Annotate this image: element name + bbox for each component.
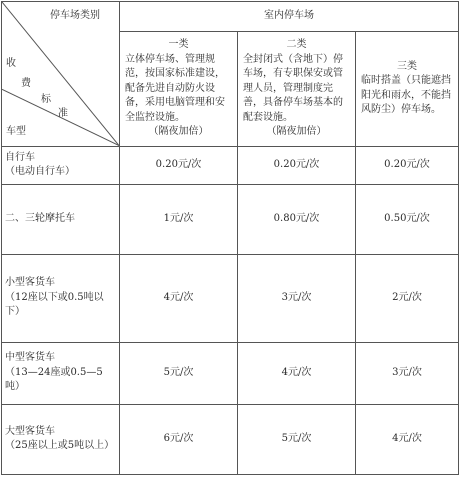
table-row xyxy=(2,146,459,184)
parking-fee-table xyxy=(1,1,459,475)
class-two-desc: 全封闭式（含地下）停车场，有专职保安或管理人员，管理制度完善，具备停车场基本的配套设施。 xyxy=(243,53,343,123)
class-two-note: （隔夜加倍） xyxy=(266,126,327,137)
indoor-parking-header: 室内停车场 xyxy=(120,2,459,32)
fee-class-one: 5元/次 xyxy=(120,342,238,404)
vehicle-type: 中型客货车 xyxy=(5,352,55,364)
table-row xyxy=(2,404,459,474)
fee-class-one: 4元/次 xyxy=(120,254,238,342)
class-three-header xyxy=(356,32,459,147)
fee-class-one: 0.20元/次 xyxy=(120,146,238,184)
vehicle-type-cell xyxy=(2,184,120,254)
class-three-desc: 临时搭盖（只能遮挡阳光和雨水，不能挡风防尘）停车场。 xyxy=(361,75,451,116)
class-one-name: 一类 xyxy=(168,39,189,50)
vehicle-spec: （25座以上或5吨以上） xyxy=(5,440,115,451)
table-row xyxy=(2,254,459,342)
corner-fee-label-2: 费 xyxy=(21,78,31,89)
class-one-desc: 立体停车场、管理规范，按国家标准建设，配备先进自动防火设备，采用电脑管理和安全监控设施。 xyxy=(125,53,225,123)
vehicle-type: 大型客货车 xyxy=(5,425,55,437)
vehicle-type-cell xyxy=(2,254,120,342)
fee-class-three: 3元/次 xyxy=(356,342,459,404)
fee-class-two: 4元/次 xyxy=(238,342,356,404)
fee-class-two: 0.20元/次 xyxy=(238,146,356,184)
fee-class-two: 0.80元/次 xyxy=(238,184,356,254)
vehicle-type: 小型客货车 xyxy=(5,277,55,289)
table-row xyxy=(2,342,459,404)
fee-class-one: 1元/次 xyxy=(120,184,238,254)
class-two-name: 二类 xyxy=(286,39,307,50)
corner-fee-label-4: 准 xyxy=(58,108,68,119)
class-two-header xyxy=(238,32,356,147)
class-one-note: （隔夜加倍） xyxy=(148,126,209,137)
fee-class-three: 0.50元/次 xyxy=(356,184,459,254)
vehicle-type-cell xyxy=(2,146,120,184)
fee-class-three: 2元/次 xyxy=(356,254,459,342)
vehicle-type-cell xyxy=(2,404,120,474)
vehicle-type: 二、三轮摩托车 xyxy=(5,212,75,224)
fee-class-two: 5元/次 xyxy=(238,404,356,474)
fee-class-two: 3元/次 xyxy=(238,254,356,342)
table-row xyxy=(2,184,459,254)
fee-class-one: 6元/次 xyxy=(120,404,238,474)
vehicle-type-cell xyxy=(2,342,120,404)
corner-fee-label-3: 标 xyxy=(41,94,51,105)
vehicle-spec: （12座以下或0.5吨以下） xyxy=(5,291,104,318)
vehicle-spec: （13—24座或0.5—5吨） xyxy=(5,366,103,393)
vehicle-type: 自行车 xyxy=(5,151,35,163)
corner-header-cell xyxy=(2,2,120,147)
corner-type-label: 车型 xyxy=(6,126,26,137)
fee-class-three: 4元/次 xyxy=(356,404,459,474)
class-three-name: 三类 xyxy=(397,60,417,72)
vehicle-spec: （电动自行车） xyxy=(5,166,75,177)
corner-category-label: 停车场类别 xyxy=(50,10,100,21)
corner-diagonal-lines xyxy=(2,2,119,146)
fee-class-three: 0.20元/次 xyxy=(356,146,459,184)
class-one-header xyxy=(120,32,238,147)
corner-fee-label-1: 收 xyxy=(6,58,16,69)
